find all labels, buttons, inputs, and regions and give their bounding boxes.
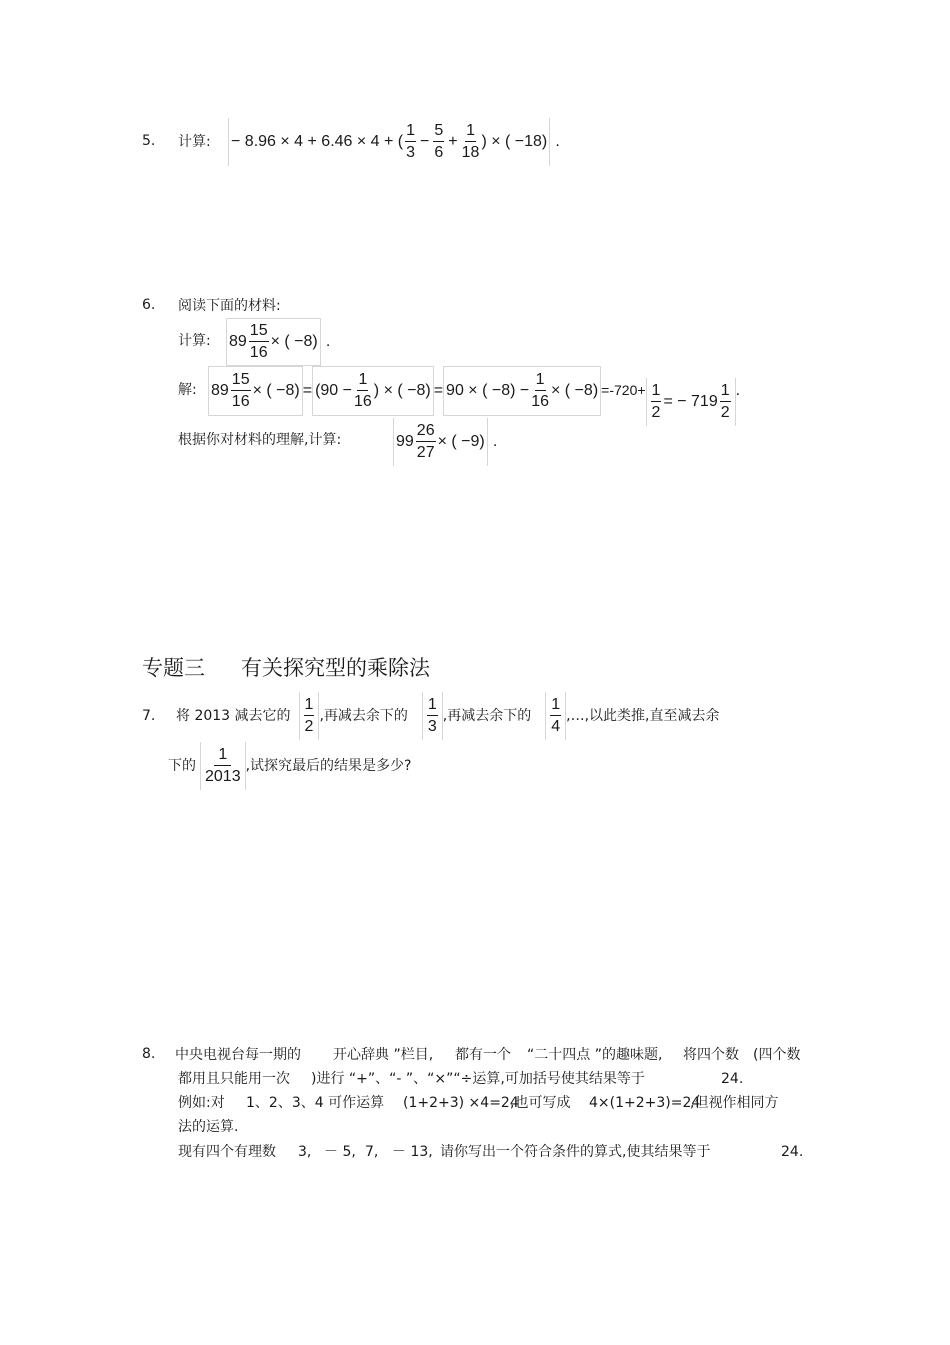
question-8-text: 都有一个 [455,1047,511,1063]
question-8-text: － 5, [324,1144,356,1160]
question-7-line-2: 下的 $\frac{1}{2013}$ ,试探究最后的结果是多少? [168,742,411,790]
question-6-calc-expression: 89 $\frac{15}{16}$ × ( −8) . [226,318,330,366]
section-title-text: 有关探究型的乘除法 [241,656,430,680]
question-6-task-expression: 99 $\frac{26}{27}$ × ( −9) . [393,418,497,466]
fraction: $\frac{1}{2}$ [651,382,661,421]
question-8-text: 24. [781,1144,804,1160]
expr-text: − 8.96 × 4 + 6.46 × 4 + ( [231,133,404,150]
question-8-text: 24. [721,1071,744,1087]
question-8-text: (1+2+3) ×4=24 [403,1095,519,1111]
fraction: $\frac{1}{2}$ [304,696,314,735]
question-6-solution-label: 解: [178,382,197,398]
question-6-calc-label: 计算: [178,333,211,349]
question-8-text: 1、2、3、4 可作运算 [246,1095,385,1111]
question-6-solution-expression: 89 $\frac{15}{16}$ × ( −8) = (90 − $\frac{1}{16}$ ) × ( −8) = 90 × ( −8) − $\frac{1}{16}$ × ( −8) =-720+ $\frac{1}{2}$ = − 719 $\frac{1}{2}$ . [208,366,740,426]
question-5-number: 5. [142,133,156,149]
question-8-text: ,也可写成 [510,1095,571,1111]
section-title-number: 专题三 [142,656,205,680]
question-8-text: 法的运算. [178,1119,239,1135]
question-8-text: 中央电视台每一期的 [175,1047,301,1063]
question-6-number: 6. [142,297,156,313]
question-8-text: 7, [365,1144,379,1160]
fraction: $\frac{1}{2013}$ [205,746,241,785]
question-8-text: (四个数 [753,1047,801,1063]
question-8-text: ,但视作相同方 [690,1095,779,1111]
fraction: $\frac{26}{27}$ [416,422,435,461]
question-8-text: 将四个数 [683,1047,739,1063]
question-6-intro: 阅读下面的材料: [178,298,281,314]
question-8-text: 例如:对 [178,1095,225,1111]
fraction: $\frac{5}{6}$ [434,122,444,161]
question-8-text: “二十四点 ”的趣味题, [527,1047,663,1063]
question-8-text: 请你写出一个符合条件的算式,使其结果等于 [440,1144,711,1160]
question-8-text: 3, [298,1144,312,1160]
question-8-text: 开心辞典 ”栏目, [333,1047,434,1063]
fraction: $\frac{15}{16}$ [231,371,250,410]
question-8-text: 4×(1+2+3)=24 [589,1095,701,1111]
question-8-text: － 13, [392,1144,433,1160]
question-8-text: 都用且只能用一次 [178,1071,290,1087]
question-7-number: 7. [142,708,156,724]
fraction: $\frac{1}{16}$ [354,371,372,410]
question-8-text: )进行 “+”、“- ”、“×”“÷运算,可加括号使其结果等于 [311,1071,645,1087]
question-5-label: 计算: [178,134,211,150]
question-6-task-label: 根据你对材料的理解,计算: [178,432,342,448]
question-8-number: 8. [142,1046,156,1062]
question-5-expression: − 8.96 × 4 + 6.46 × 4 + ( $\frac{1}{3}$ − $\frac{5}{6}$ + $\frac{1}{18}$ ) × ( −18) . [228,118,560,166]
fraction: $\frac{1}{3}$ [427,696,437,735]
question-7-line-1: 将 2013 减去它的 $\frac{1}{2}$ ,再减去余下的 $\frac{1}{3}$ ,再减去余下的 $\frac{1}{4}$ ,…,以此类推,直至减去余 [176,692,720,740]
fraction: $\frac{1}{2}$ [720,382,730,421]
fraction: $\frac{1}{3}$ [406,122,416,161]
fraction: $\frac{1}{16}$ [531,371,550,410]
question-8-text: 现有四个有理数 [178,1144,276,1160]
fraction: $\frac{1}{4}$ [551,696,561,735]
fraction: $\frac{15}{16}$ [249,322,268,361]
fraction: $\frac{1}{18}$ [461,122,480,161]
